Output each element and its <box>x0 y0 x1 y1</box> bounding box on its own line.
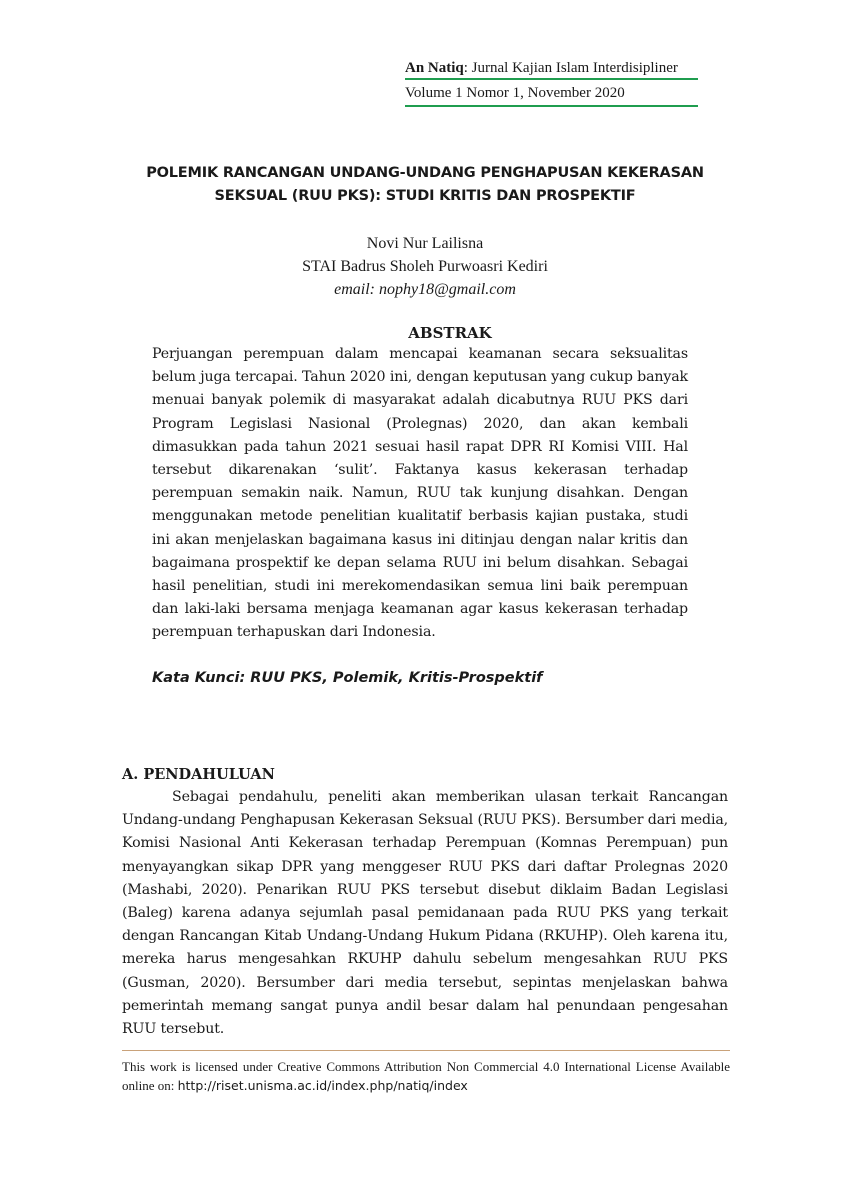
abstract-heading: ABSTRAK <box>408 324 492 342</box>
journal-volume: Volume 1 Nomor 1, November 2020 <box>405 85 625 101</box>
keywords: Kata Kunci: RUU PKS, Polemik, Kritis-Prospektif <box>152 670 543 686</box>
header-rule-top <box>405 78 698 80</box>
journal-title-line <box>405 58 725 78</box>
paper-title <box>120 162 730 208</box>
header-rule-bottom <box>405 105 698 107</box>
journal-name: An Natiq <box>405 60 464 76</box>
journal-url-link[interactable]: http://riset.unisma.ac.id/index.php/natiq/index <box>177 1078 468 1093</box>
license-footer <box>122 1057 730 1095</box>
section-heading: A. PENDAHULUAN <box>122 766 275 783</box>
author-affiliation: STAI Badrus Sholeh Purwoasri Kediri <box>302 258 548 275</box>
license-text: This work is licensed under Creative Commons Attribution Non Commercial 4.0 International License Available online on: <box>122 1059 730 1093</box>
author-block <box>120 232 730 301</box>
journal-header <box>405 58 725 107</box>
author-email: email: nophy18@gmail.com <box>334 281 516 298</box>
paper-title-line-1: POLEMIK RANCANGAN UNDANG-UNDANG PENGHAPUSAN KEKERASAN <box>146 165 704 181</box>
section-text: Sebagai pendahulu, peneliti akan memberikan ulasan terkait Rancangan Undang-undang Penghapusan Kekerasan Seksual (RUU PKS). Bersumber dari media, Komisi Nasional Anti Kekerasan terhadap Perempuan (Komnas Perempuan) pun menyayangkan sikap DPR yang menggeser RUU PKS dari daftar Prolegnas 2020 (Mashabi, 2020). Penarikan RUU PKS tersebut disebut diklaim Badan Legislasi (Baleg) karena adanya sejumlah pasal pemidanaan pada RUU PKS yang terkait dengan Rancangan Kitab Undang-Undang Hukum Pidana (RKUHP). Oleh karena itu, mereka harus mengesahkan RKUHP dahulu sebelum mengesahkan RUU PKS (Gusman, 2020). Bersumber dari media tersebut, sepintas menjelaskan bahwa pemerintah memang sangat punya andil besar dalam hal penundaan pengesahan RUU tersebut. <box>122 789 728 1038</box>
footer-rule <box>122 1050 730 1051</box>
paper-title-line-2: SEKSUAL (RUU PKS): STUDI KRITIS DAN PROSPEKTIF <box>214 188 636 204</box>
author-name: Novi Nur Lailisna <box>366 235 484 252</box>
abstract-text: Perjuangan perempuan dalam mencapai keamanan secara seksualitas belum juga tercapai. Tahun 2020 ini, dengan keputusan yang cukup banyak menuai banyak polemik di masyarakat adalah dicabutnya RUU PKS dari Program Legislasi Nasional (Prolegnas) 2020, dan akan kembali dimasukkan pada tahun 2021 sesuai hasil rapat DPR RI Komisi VIII. Hal tersebut dikarenakan ‘sulit’. Faktanya kasus kekerasan terhadap perempuan semakin naik. Namun, RUU tak kunjung disahkan. Dengan menggunakan metode penelitian kualitatif berbasis kajian pustaka, studi ini akan menjelaskan bagaimana kasus ini ditinjau dengan nalar kritis dan bagaimana prospektif ke depan selama RUU ini belum disahkan. Sebagai hasil penelitian, studi ini merekomendasikan semua lini baik perempuan dan laki-laki bersama menjaga keamanan agar kasus kekerasan terhadap perempuan terhapuskan dari Indonesia. <box>152 346 688 641</box>
journal-subtitle: : Jurnal Kajian Islam Interdisipliner <box>463 60 678 76</box>
